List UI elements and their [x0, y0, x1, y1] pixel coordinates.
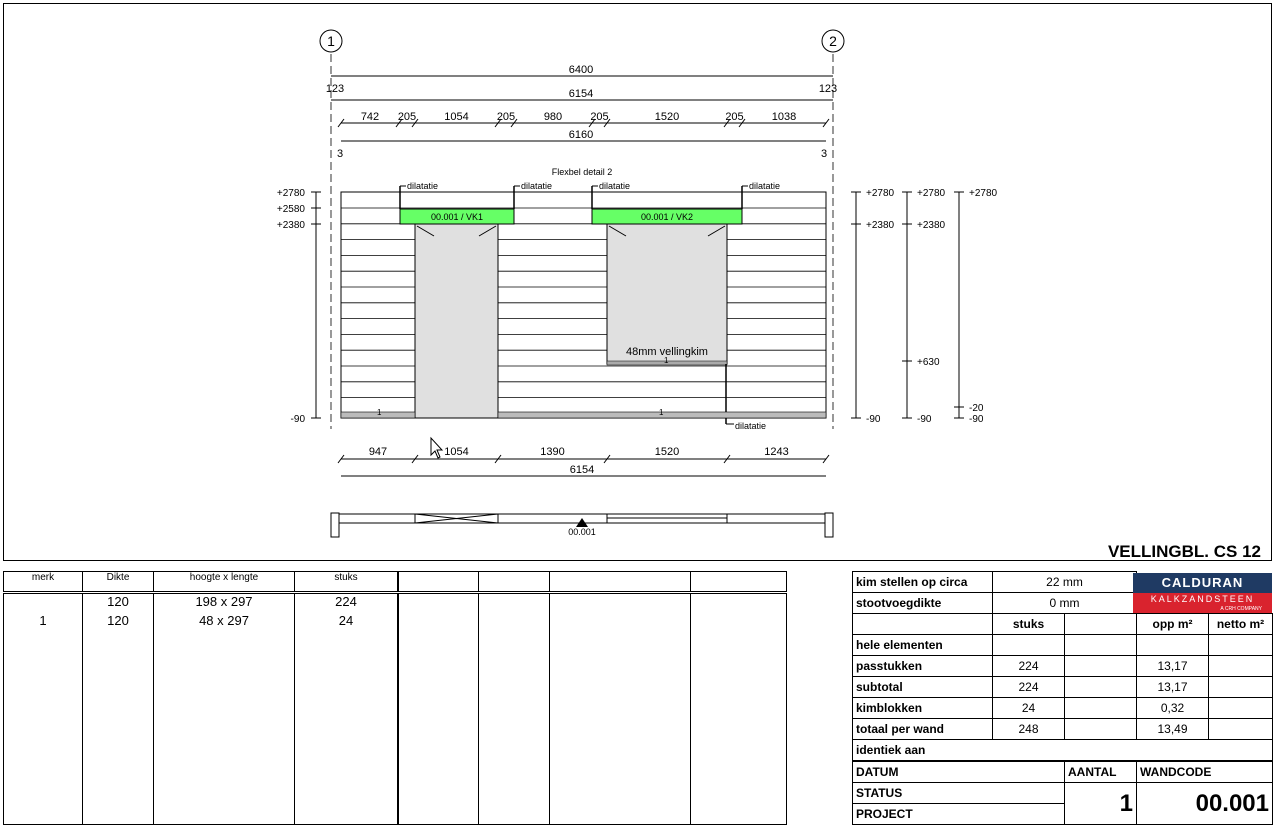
- dim-edge-right: 123: [818, 83, 838, 95]
- wandcode-label: WANDCODE: [1137, 761, 1273, 783]
- summary-table: kim stellen op circa 22 mm stootvoegdikte 0 mm stuks opp m² netto m² hele elementen passtukken 224 13,17 subtotal 224 13,17 kimblokken 24 0,32 totaal per wand 248 13,49 identiek aan DATUM AANTAL WANDCODE STATUS 1 00.001 PROJECT: [852, 571, 1273, 825]
- elevation-drawing: [4, 4, 1271, 560]
- level-mark: -90: [290, 414, 305, 425]
- dim-bottom-seg: 1520: [654, 446, 680, 458]
- parts-table: [3, 571, 787, 825]
- opening-2: [607, 224, 727, 364]
- dilatatie-2: dilatatie: [521, 181, 553, 191]
- grid-marker-2: [822, 30, 844, 52]
- level-mark: +2580: [276, 204, 305, 215]
- dim-top-seg: 1038: [771, 111, 797, 123]
- svg-text:1: 1: [664, 356, 669, 365]
- project-label: PROJECT: [853, 804, 1065, 825]
- kim-label: 48mm vellingkim: [626, 346, 708, 358]
- dim-top-seg: 980: [543, 111, 563, 123]
- svg-text:00.001 / VK1: 00.001 / VK1: [430, 212, 484, 222]
- calduran-logo: CALDURAN KALKZANDSTEEN A CRH COMPANY: [1133, 573, 1272, 613]
- col-merk: merk: [4, 572, 83, 593]
- level-mark: -90: [866, 414, 881, 425]
- dim-inner: 6154: [568, 88, 594, 100]
- dim-top-seg: 1520: [654, 111, 680, 123]
- svg-text:1: 1: [659, 408, 664, 417]
- table-row: 120 198 x 297 224: [4, 593, 787, 614]
- svg-text:1: 1: [377, 408, 382, 417]
- table-row: 1 120 48 x 297 24: [4, 613, 787, 632]
- svg-text:00.001 / VK2: 00.001 / VK2: [640, 212, 694, 222]
- dim-bottom-seg: 947: [368, 446, 388, 458]
- level-mark: +2380: [276, 220, 305, 231]
- svg-text:2: 2: [829, 33, 837, 49]
- col-stuks: stuks: [295, 572, 399, 593]
- dim-small-left: 3: [336, 148, 344, 160]
- dim-top-seg: 205: [590, 111, 609, 123]
- aantal-value: 1: [1065, 783, 1137, 825]
- level-mark: +2780: [969, 188, 998, 199]
- aantal-label: AANTAL: [1065, 761, 1137, 783]
- level-mark: -20: [969, 403, 984, 414]
- dilatatie-4: dilatatie: [749, 181, 781, 191]
- level-mark: +2780: [917, 188, 946, 199]
- grid-marker-1: [320, 30, 342, 52]
- dim-bottom-seg: 1054: [444, 446, 469, 458]
- dilatatie-5: dilatatie: [735, 421, 767, 431]
- dim-bottom-seg: 1390: [540, 446, 565, 458]
- dilatatie-3: dilatatie: [599, 181, 631, 191]
- level-mark: +2780: [276, 188, 305, 199]
- level-mark: +630: [917, 357, 940, 368]
- col-dikte: Dikte: [83, 572, 154, 593]
- dilatatie-1: dilatatie: [407, 181, 439, 191]
- level-mark: -90: [917, 414, 932, 425]
- col-hoogte-lengte: hoogte x lengte: [154, 572, 295, 593]
- level-mark: +2380: [917, 220, 946, 231]
- drawing-frame: [3, 3, 1272, 561]
- dim-top-seg: 205: [496, 111, 516, 123]
- svg-text:1: 1: [327, 33, 335, 49]
- level-mark: +2380: [866, 220, 895, 231]
- dim-small-right: 3: [820, 148, 828, 160]
- dim-top-seg: 1054: [444, 111, 469, 123]
- identiek-label: identiek aan: [853, 740, 1273, 762]
- datum-label: DATUM: [853, 761, 1065, 783]
- level-mark: +2780: [866, 188, 895, 199]
- section-label: 00.001: [568, 527, 596, 537]
- dim-top-seg: 205: [397, 111, 417, 123]
- dim-top-seg: 742: [360, 111, 380, 123]
- wandcode-value: 00.001: [1137, 783, 1273, 825]
- mouse-cursor-icon: [431, 438, 442, 458]
- dim-bottom-seg: 1243: [764, 446, 789, 458]
- dim-total: 6400: [568, 64, 594, 76]
- opening-1: [415, 224, 498, 418]
- dim-bottom-total: 6154: [569, 464, 595, 476]
- status-label: STATUS: [853, 783, 1065, 804]
- level-mark: -90: [969, 414, 984, 425]
- dim-edge-left: 123: [325, 83, 345, 95]
- drawing-title: VELLINGBL. CS 12: [1107, 542, 1261, 561]
- dim-inner2: 6160: [568, 129, 594, 141]
- detail-label: Flexbel detail 2: [551, 167, 613, 177]
- dim-top-seg: 205: [725, 111, 744, 123]
